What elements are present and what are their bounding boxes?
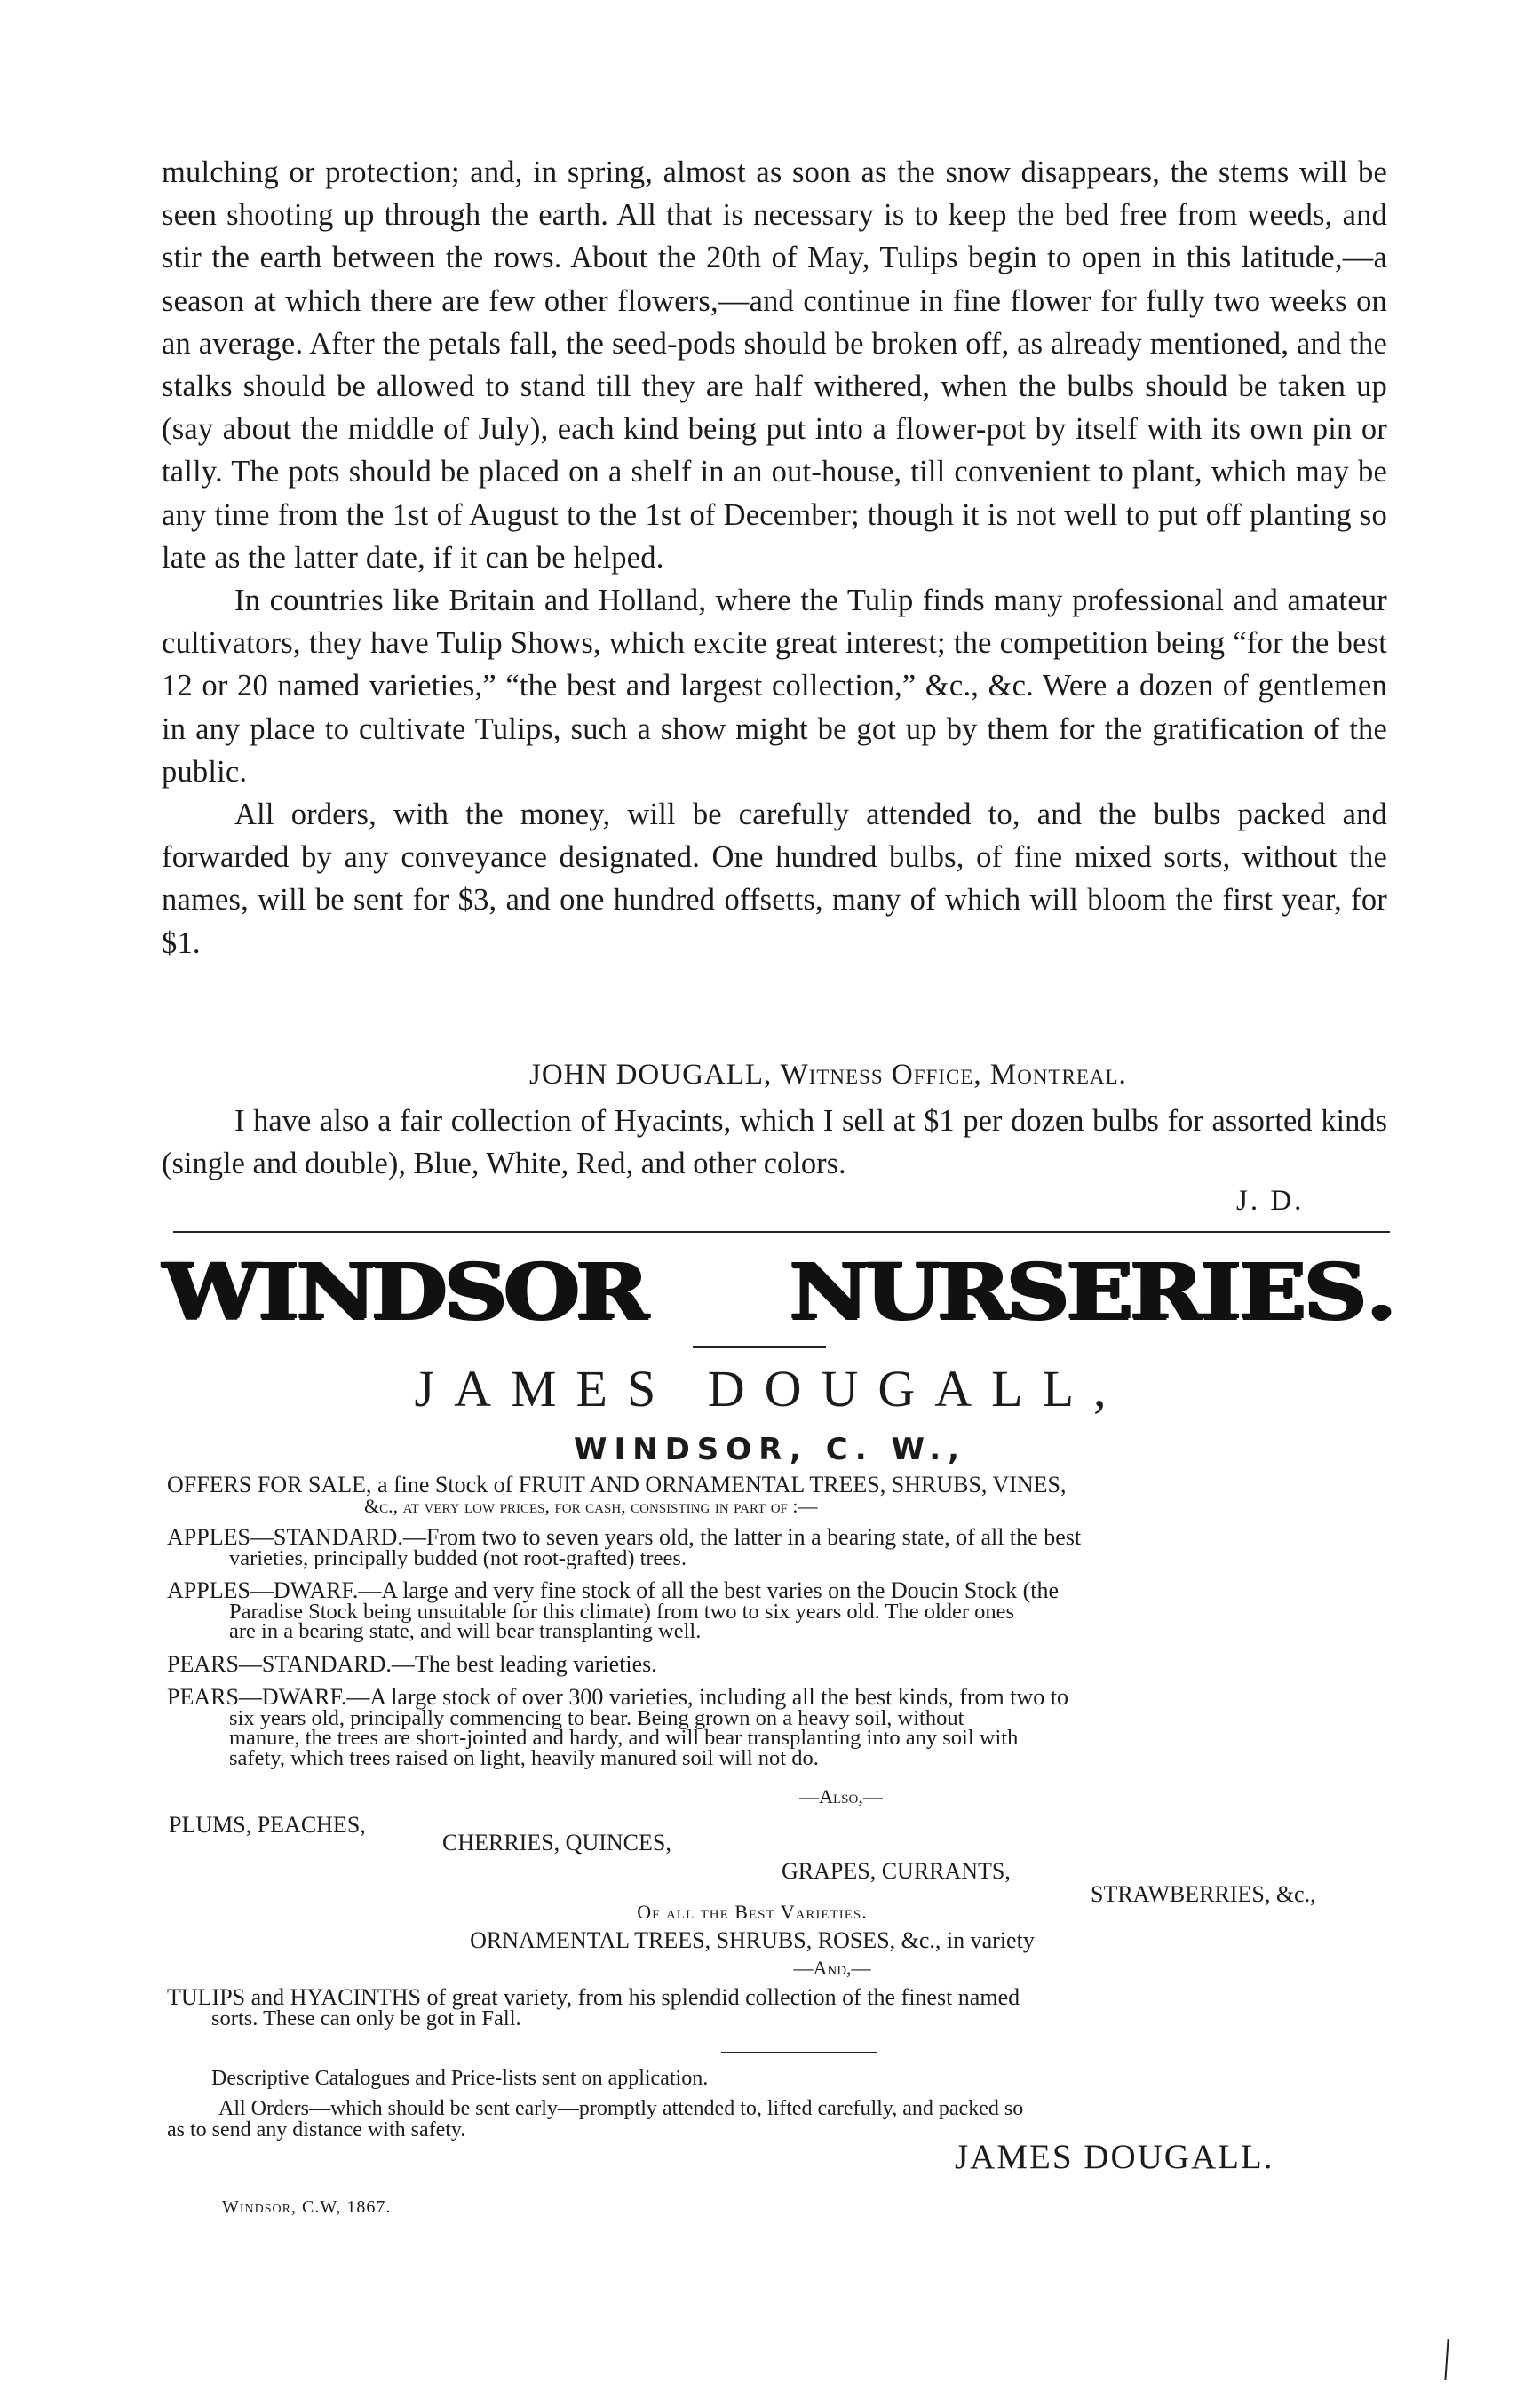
nurseries-heading <box>162 1247 1397 1337</box>
proprietor-name: JAMES DOUGALL, <box>414 1360 1126 1418</box>
fruit-item-plums: PLUMS, PEACHES, <box>169 1812 366 1838</box>
heading-word2-letter: E <box>1239 1247 1306 1337</box>
fruit-item-strawberries: STRAWBERRIES, &c., <box>1091 1881 1316 1907</box>
tulips-cont: sorts. These can only be got in Fall. <box>211 2006 521 2030</box>
article-postscript: I have also a fair collection of Hyacints, which I sell at $1 per dozen bulbs for assorted kinds (single and double), Blue, White, Red, and other colors. <box>162 1104 1387 1181</box>
article-paragraph-2: In countries like Britain and Holland, where the Tulip finds many professional and amateur cultivators, they have Tulip Shows, which excite great interest; the competition being “for the best 12 or 20 named varieties,” “the best and largest collection,” &c., &c. Were a dozen of gentlemen in any place to cultivate Tulips, such a show might be got up by them for the gratification of the public. <box>162 584 1387 789</box>
pears-dwarf-cont-3: safety, which trees raised on light, heavily manured soil will not do. <box>229 1745 819 1770</box>
heading-word1-letter: N <box>295 1247 377 1337</box>
fruit-item-cherries: CHERRIES, QUINCES, <box>442 1830 671 1855</box>
apples-standard-entry <box>167 1524 1401 1570</box>
heading-word1-letter: R <box>575 1247 648 1337</box>
apples-dwarf-entry <box>167 1577 1401 1643</box>
of-all-varieties: Of all the Best Varieties. <box>637 1901 868 1923</box>
pears-dwarf-cont-2: manure, the trees are short-jointed and hardy, and will bear transplanting into any soil with <box>229 1726 1019 1750</box>
apples-dwarf-lead: APPLES—DWARF.—A large and very fine stock of all the best varies on the Doucin Stock (the <box>167 1577 1060 1603</box>
heading-word2-letter: I <box>1200 1247 1242 1337</box>
closing-divider <box>721 2052 877 2053</box>
apples-dwarf-cont-1: Paradise Stock being unsuitable for this climate) from two to six years old. The older ones <box>229 1599 1015 1624</box>
heading-word2-letter: U <box>863 1247 941 1337</box>
pears-dwarf-entry <box>167 1684 1401 1770</box>
tulips-lead: TULIPS and HYACINTHS of great variety, from his splendid collection of the finest named <box>167 1984 1020 2010</box>
offer-line-1: OFFERS FOR SALE, a fine Stock of FRUIT AND ORNAMENTAL TREES, SHRUBS, VINES, <box>167 1472 1067 1497</box>
also-divider-text: —Also,— <box>799 1785 883 1807</box>
ornamental-line: ORNAMENTAL TREES, SHRUBS, ROSES, &c., in variety <box>470 1927 1035 1953</box>
signature-office: Witness Office, Montreal. <box>780 1059 1127 1091</box>
heading-word2-letter: R <box>1129 1247 1203 1337</box>
offer-line-2: &c., at very low prices, for cash, consisting in part of :— <box>364 1495 818 1517</box>
advert-dateline: Windsor, C.W, 1867. <box>222 2197 392 2217</box>
offer-text <box>167 1474 1401 1517</box>
catalogues-line: Descriptive Catalogues and Price-lists sent on application. <box>211 2067 709 2090</box>
heading-word1-letter: O <box>503 1247 580 1337</box>
apples-standard-cont: varieties, principally budded (not root-grafted) trees. <box>229 1545 687 1570</box>
heading-word1-letter: W <box>162 1247 261 1337</box>
and-divider-text: —And,— <box>793 1957 871 1979</box>
article-signature <box>529 1059 1127 1092</box>
pears-standard-entry <box>167 1650 1401 1677</box>
heading-word1-letter: D <box>370 1247 448 1337</box>
tulips-entry <box>167 1984 1401 2030</box>
advert-signature: JAMES DOUGALL. <box>955 2138 1274 2176</box>
heading-word2-letter: N <box>788 1247 869 1337</box>
margin-mark <box>1444 2339 1449 2380</box>
heading-word2-letter: . <box>1365 1247 1397 1337</box>
nursery-location: WINDSOR, C. W., <box>573 1432 967 1467</box>
pears-dwarf-lead: PEARS—DWARF.—A large stock of over 300 varieties, including all the best kinds, from two to <box>167 1684 1068 1710</box>
signature-name: JOHN DOUGALL, <box>529 1059 773 1091</box>
pears-standard-text: PEARS—STANDARD.—The best leading varieties. <box>167 1650 657 1677</box>
heading-word2-letter: E <box>1066 1247 1133 1337</box>
heading-word-windsor <box>162 1247 648 1337</box>
heading-word2-letter: S <box>1303 1247 1367 1337</box>
section-divider <box>173 1231 1390 1233</box>
heading-word1-letter: I <box>257 1247 298 1337</box>
orders-line-1: All Orders—which should be sent early—promptly attended to, lifted carefully, and packed so <box>218 2097 1024 2120</box>
heading-word2-letter: R <box>936 1247 1010 1337</box>
orders-line-2: as to send any distance with safety. <box>167 2118 466 2141</box>
apples-dwarf-cont-2: are in a bearing state, and will bear transplanting well. <box>229 1619 702 1643</box>
pears-dwarf-cont-1: six years old, principally commencing to bear. Being grown on a heavy soil, without <box>229 1705 964 1730</box>
heading-underline <box>693 1346 826 1348</box>
apples-standard-lead: APPLES—STANDARD.—From two to seven years old, the latter in a bearing state, of all the best <box>167 1524 1082 1550</box>
tulip-article <box>162 151 1387 965</box>
heading-word1-letter: S <box>443 1247 507 1337</box>
article-paragraph-3: All orders, with the money, will be carefully attended to, and the bulbs packed and forwarded by any conveyance designated. One hundred bulbs, of fine mixed sorts, without the names, will be sent for $3, and one hundred offsetts, many of which will bloom the first year, for $1. <box>162 798 1387 960</box>
fruit-item-grapes: GRAPES, CURRANTS, <box>782 1858 1011 1884</box>
advert-body <box>167 1474 1401 1768</box>
heading-word-nurseries <box>788 1247 1397 1337</box>
heading-word2-letter: S <box>1005 1247 1069 1337</box>
article-paragraph-1: mulching or protection; and, in spring, almost as soon as the snow disappears, the stems will be seen shooting up through the earth. All that is necessary is to keep the bed free from weeds, and stir the earth between the rows. About the 20th of May, Tulips begin to open in this latitude,—a season at which there are few other flowers,—and continue in fine flower for fully two weeks on an average. After the petals fall, the seed-pods should be broken off, as already mentioned, and the stalks should be allowed to stand till they are half withered, when the bulbs should be taken up (say about the middle of July), each kind being put into a flower-pot by itself with its own pin or tally. The pots should be placed on a shelf in an out-house, till convenient to plant, which may be any time from the 1st of August to the 1st of December; though it is not well to put off planting so late as the latter date, if it can be helped. <box>162 155 1387 575</box>
article-initials: J. D. <box>1236 1185 1305 1217</box>
